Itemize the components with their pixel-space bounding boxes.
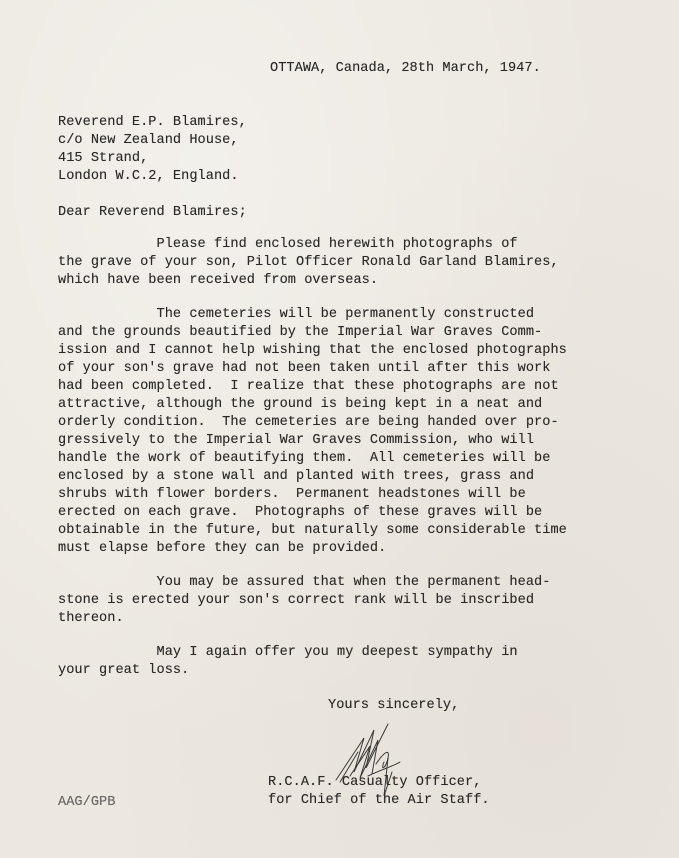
recipient-line: c/o New Zealand House, [58,133,239,148]
body-line: and the grounds beautified by the Imperial War Graves Comm- [58,325,543,340]
body-line: Please find enclosed herewith photographs of [58,237,518,252]
body-line: must elapse before they can be provided. [58,541,387,556]
body-line: May I again offer you my deepest sympathy in [58,645,518,660]
body-line: your great loss. [58,663,190,678]
body-line: attractive, although the ground is being kept in a neat and [58,397,543,412]
dateline: OTTAWA, Canada, 28th March, 1947. [270,61,541,76]
reference-initials: AAG/GPB [58,795,116,810]
body-line: The cemeteries will be permanently constructed [58,307,535,322]
body-line: thereon. [58,611,124,626]
body-line: of your son's grave had not been taken until after this work [58,361,551,376]
body-line: obtainable in the future, but naturally some considerable time [58,523,567,538]
body-line: gressively to the Imperial War Graves Commission, who will [58,433,535,448]
body-line: handle the work of beautifying them. All cemeteries will be [58,451,551,466]
body-line: You may be assured that when the permanent head- [58,575,551,590]
signatory-line: for Chief of the Air Staff. [268,793,490,808]
recipient-line: 415 Strand, [58,151,149,166]
body-line: erected on each grave. Photographs of these graves will be [58,505,543,520]
body-line: which have been received from overseas. [58,273,379,288]
recipient-line: London W.C.2, England. [58,169,239,184]
body-line: had been completed. I realize that these photographs are not [58,379,559,394]
salutation: Dear Reverend Blamires; [58,205,247,220]
body-line: orderly condition. The cemeteries are being handed over pro- [58,415,559,430]
body-line: stone is erected your son's correct rank will be inscribed [58,593,535,608]
body-line: enclosed by a stone wall and planted with trees, grass and [58,469,535,484]
signatory-line: R.C.A.F. Casualty Officer, [268,775,482,790]
recipient-line: Reverend E.P. Blamires, [58,115,247,130]
body-line: the grave of your son, Pilot Officer Ronald Garland Blamires, [58,255,559,270]
closing: Yours sincerely, [328,698,460,713]
body-line: ission and I cannot help wishing that the enclosed photographs [58,343,567,358]
body-line: shrubs with flower borders. Permanent headstones will be [58,487,526,502]
